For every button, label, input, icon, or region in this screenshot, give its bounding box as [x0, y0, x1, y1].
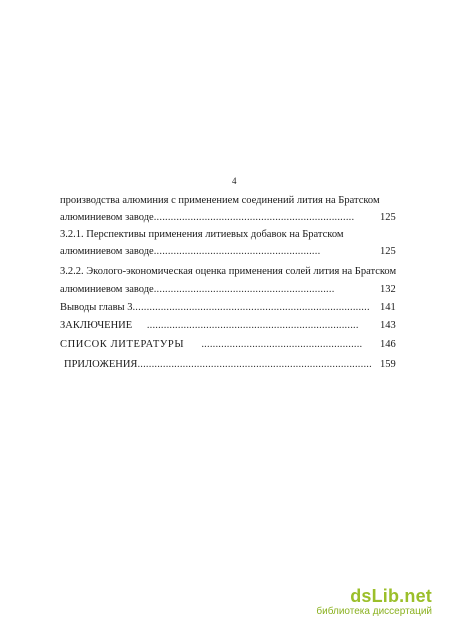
toc-line: [60, 266, 396, 278]
toc-entry-text: 3.2.1. Перспективы применения литиевых добавок на Братском: [60, 229, 344, 240]
toc-page-number: 132: [380, 284, 396, 295]
toc-line: [64, 359, 372, 371]
toc-entry-text: ЗАКЛЮЧЕНИЕ: [60, 320, 133, 331]
toc-line: [60, 246, 320, 258]
toc-leader-dots: .......................................................................: [153, 212, 355, 223]
toc-line: [60, 229, 344, 241]
toc-entry-text: СПИСОК ЛИТЕРАТУРЫ: [60, 339, 185, 350]
watermark-logo: dsLib.net: [350, 586, 432, 606]
toc-leader-dots: ................................................................: [153, 284, 335, 295]
toc-leader-dots: ....................................................................................: [132, 302, 370, 313]
toc-entry-text: ПРИЛОЖЕНИЯ: [64, 359, 138, 370]
toc-leader-dots: .........................................................: [201, 339, 363, 350]
toc-line: [60, 212, 354, 224]
toc-leader-dots: ...................................................................................: [137, 359, 372, 370]
toc-page-number: 125: [380, 212, 396, 223]
toc-entry-text: 3.2.2. Эколого-экономическая оценка применения солей лития на Братском: [60, 266, 397, 277]
toc-leader-dots: ...........................................................................: [146, 320, 359, 331]
dslib-watermark: [312, 586, 432, 620]
toc-line: [60, 195, 380, 207]
toc-line: [60, 284, 335, 296]
toc-page-number: 143: [380, 320, 396, 331]
toc-page-number: 146: [380, 339, 396, 350]
toc-page-number: 159: [380, 359, 396, 370]
toc-entry-text: производства алюминия с применением соединений лития на Братском: [60, 195, 380, 206]
toc-line: [60, 339, 362, 351]
toc-entry-text: алюминиевом заводе: [60, 212, 154, 223]
toc-page-number: 125: [380, 246, 396, 257]
toc-entry-text: алюминиевом заводе: [60, 246, 154, 257]
watermark-subtitle: библиотека диссертаций: [316, 606, 432, 617]
toc-page-number: 141: [380, 302, 396, 313]
toc-entry-text: алюминиевом заводе: [60, 284, 154, 295]
toc-entry-text: Выводы главы 3: [60, 302, 133, 313]
toc-line: [60, 320, 359, 332]
toc-line: [60, 302, 370, 314]
toc-leader-dots: ...........................................................: [153, 246, 321, 257]
page-number: 4: [232, 176, 237, 186]
